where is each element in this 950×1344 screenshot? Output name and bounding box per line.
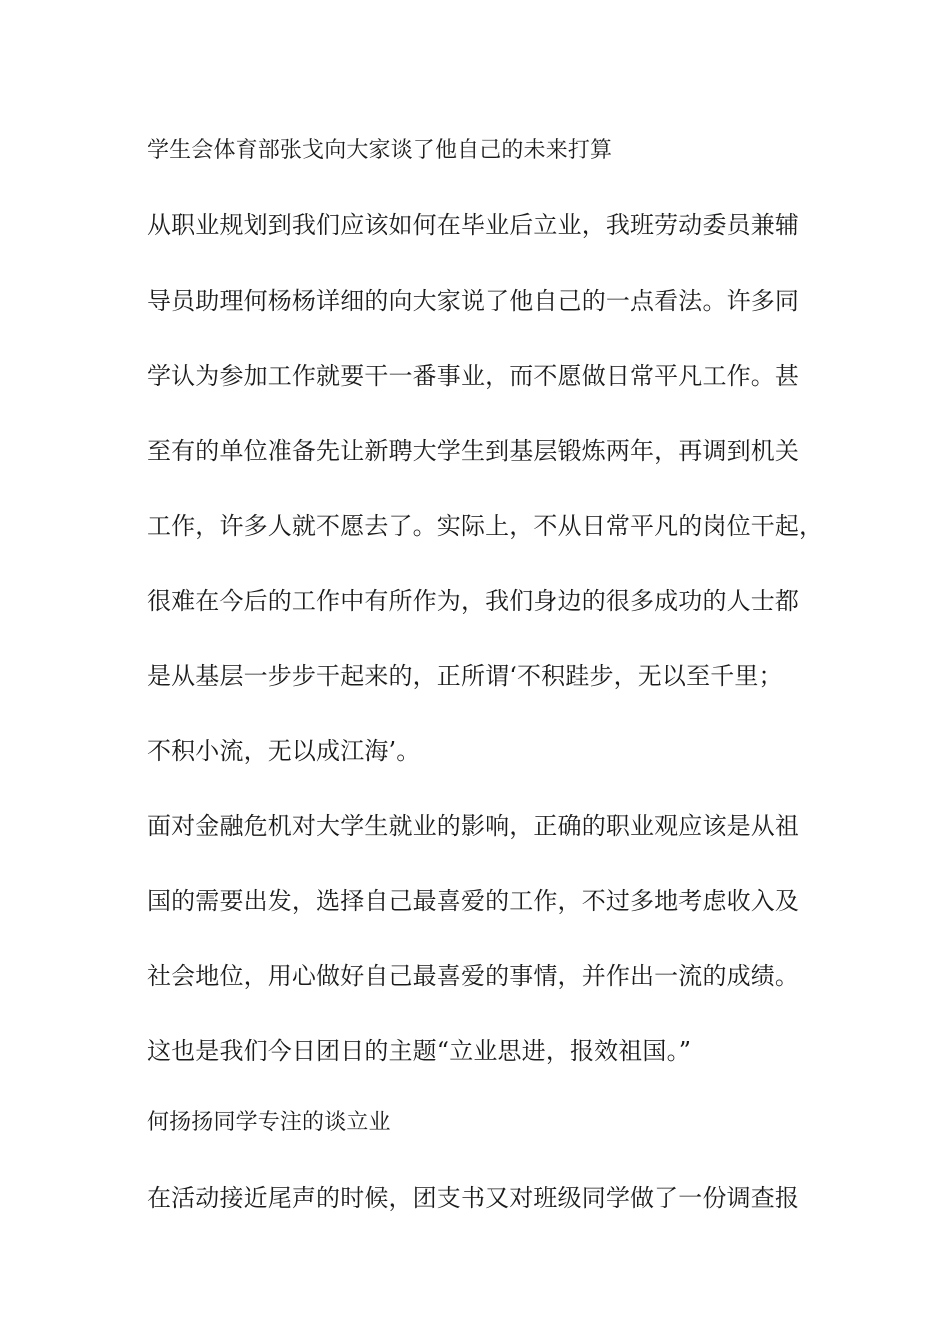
- text-line: 至有的单位准备先让新聘大学生到基层锻炼两年，再调到机关: [147, 437, 800, 465]
- text-line: 在活动接近尾声的时候，团支书又对班级同学做了一份调查报: [147, 1184, 800, 1212]
- text-line: 社会地位，用心做好自己最喜爱的事情，并作出一流的成绩。: [147, 962, 800, 990]
- text-line: 国的需要出发，选择自己最喜爱的工作，不过多地考虑收入及: [147, 887, 800, 915]
- text-line: 学认为参加工作就要干一番事业，而不愿做日常平凡工作。甚: [147, 362, 800, 390]
- text-line: 从职业规划到我们应该如何在毕业后立业，我班劳动委员兼辅: [147, 211, 800, 239]
- text-line: 这也是我们今日团日的主题“立业思进，报效祖国。”: [147, 1037, 692, 1065]
- text-line: 导员助理何杨杨详细的向大家说了他自己的一点看法。许多同: [147, 287, 800, 315]
- text-line: 面对金融危机对大学生就业的影响，正确的职业观应该是从祖: [147, 812, 800, 840]
- photo-caption-zhang-ge: 学生会体育部张戈向大家谈了他自己的未来打算: [147, 138, 613, 163]
- text-line: 工作，许多人就不愿去了。实际上，不从日常平凡的岗位干起，: [147, 512, 824, 540]
- text-line: 是从基层一步步干起来的，正所谓‘不积跬步，无以至千里；: [147, 662, 783, 690]
- photo-caption-he-yangyang: 何扬扬同学专注的谈立业: [147, 1110, 391, 1135]
- text-line: 很难在今后的工作中有所作为，我们身边的很多成功的人士都: [147, 587, 800, 615]
- text-line: 不积小流，无以成江海’。: [147, 737, 421, 765]
